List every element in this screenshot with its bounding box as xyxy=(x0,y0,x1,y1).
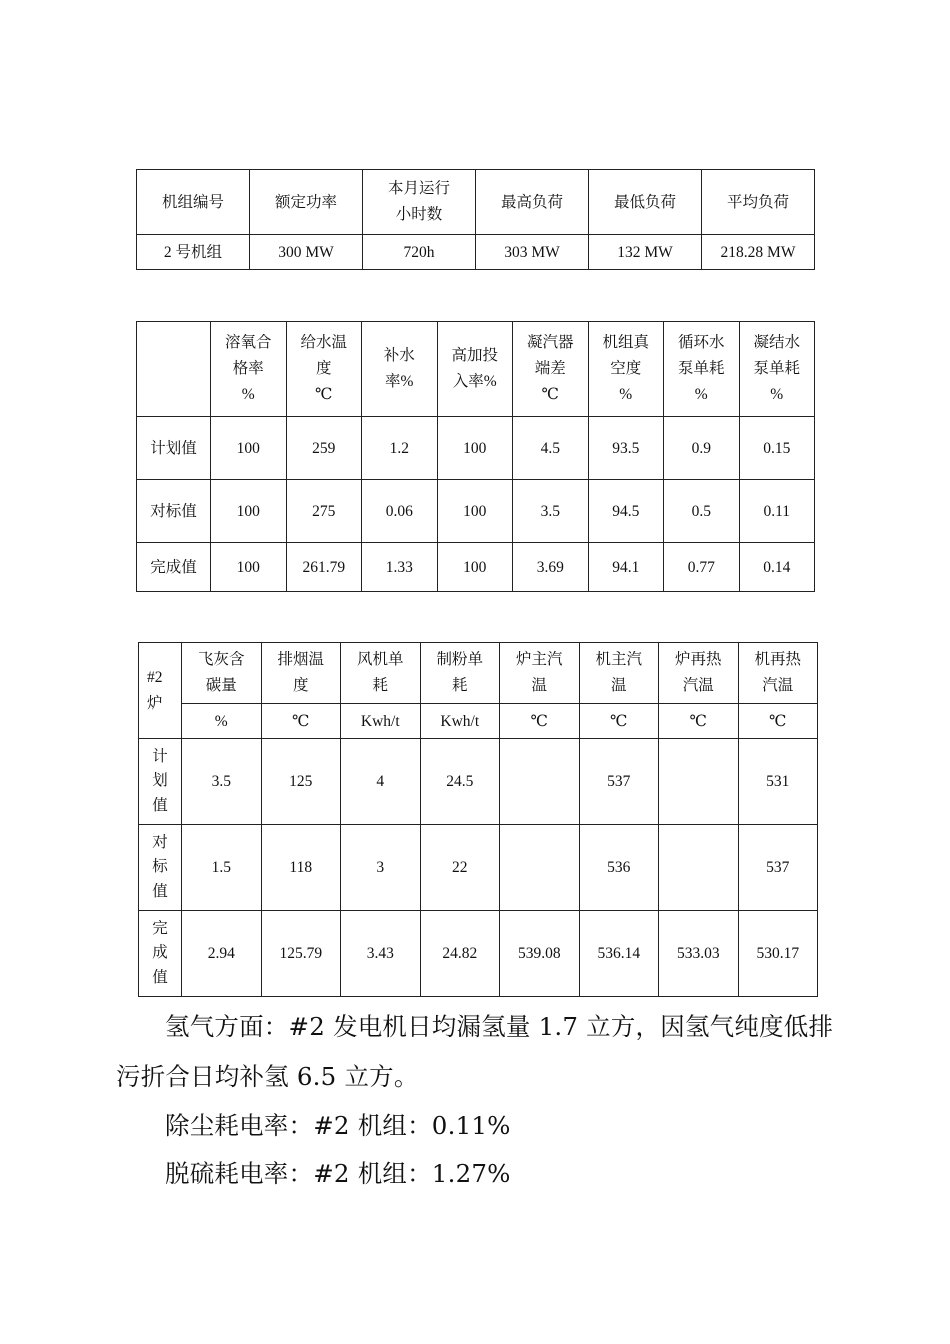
header-unit-no: 机组编号 xyxy=(137,170,250,235)
table-row xyxy=(137,480,815,543)
unit-cell: Kwh/t xyxy=(341,704,421,739)
table-cell: 537 xyxy=(738,825,818,911)
table-cell: 100 xyxy=(437,480,513,543)
header-line: 循环水 xyxy=(677,334,725,351)
header-avg-load: 平均负荷 xyxy=(702,170,815,235)
turbine-header-row xyxy=(137,322,815,417)
cell-min-load: 132 MW xyxy=(589,235,702,270)
table-cell: 3.69 xyxy=(513,543,589,592)
unit-summary-header-row xyxy=(137,170,815,235)
table-cell: 531 xyxy=(738,739,818,825)
header-condenser-ttd xyxy=(513,322,589,417)
header-feedwater-temp xyxy=(286,322,362,417)
table-cell: 3 xyxy=(341,825,421,911)
table-cell: 536.14 xyxy=(579,911,659,997)
label-char: 值 xyxy=(152,882,168,900)
table-cell: 3.5 xyxy=(513,480,589,543)
header-hp-heater-rate xyxy=(437,322,513,417)
label-char: 划 xyxy=(152,772,168,790)
header-line: 飞灰含 xyxy=(197,651,245,668)
label-char: 值 xyxy=(152,968,168,986)
dust-removal-paragraph: 除尘耗电率：#2 机组：0.11% xyxy=(165,1111,511,1140)
header-rated-power: 额定功率 xyxy=(250,170,363,235)
header-line: 凝汽器 xyxy=(526,334,574,351)
header-line: 补水 xyxy=(383,347,415,364)
table-cell: 1.2 xyxy=(362,417,438,480)
table-cell: 530.17 xyxy=(738,911,818,997)
table-cell: 0.77 xyxy=(664,543,740,592)
label-char: 计 xyxy=(152,747,168,765)
table-cell: 275 xyxy=(286,480,362,543)
row-label: 对标值 xyxy=(137,480,211,543)
header-line: 温 xyxy=(531,677,547,694)
header-unit: % xyxy=(694,386,708,403)
table-cell: 100 xyxy=(437,417,513,480)
hydrogen-paragraph: 氢气方面：#2 发电机日均漏氢量 1.7 立方，因氢气纯度低排污折合日均补氢 6.5 立方。 xyxy=(116,1012,834,1091)
boiler-indicator-table xyxy=(138,642,818,997)
table-cell: 125 xyxy=(261,739,341,825)
header-run-hours-line2: 小时数 xyxy=(395,206,443,223)
header-unit: % xyxy=(619,386,633,403)
unit-cell: ℃ xyxy=(579,704,659,739)
unit-cell: ℃ xyxy=(738,704,818,739)
unit-summary-table xyxy=(136,169,815,270)
label-char: 对 xyxy=(152,833,168,851)
table-cell: 125.79 xyxy=(261,911,341,997)
header-unit: % xyxy=(770,386,784,403)
cell-avg-load: 218.28 MW xyxy=(702,235,815,270)
table-cell: 0.5 xyxy=(664,480,740,543)
table-cell: 24.5 xyxy=(420,739,500,825)
header-line: 入率% xyxy=(452,373,497,390)
header-turbine-main-steam xyxy=(579,643,659,704)
table-cell: 533.03 xyxy=(659,911,739,997)
header-line: 耗 xyxy=(372,677,388,694)
table-row xyxy=(139,825,818,911)
header-line: 格率 xyxy=(232,360,264,377)
table-cell: 261.79 xyxy=(286,543,362,592)
header-line: 机主汽 xyxy=(595,651,642,668)
cell-rated-power: 300 MW xyxy=(250,235,363,270)
table-cell: 3.5 xyxy=(182,739,262,825)
header-line: 泵单耗 xyxy=(753,360,800,377)
row-label xyxy=(139,825,182,911)
table-row xyxy=(137,417,815,480)
header-run-hours-line1: 本月运行 xyxy=(387,180,450,197)
table-cell xyxy=(659,825,739,911)
cell-max-load: 303 MW xyxy=(476,235,589,270)
header-line: 度 xyxy=(315,360,332,377)
header-line: 机再热 xyxy=(754,651,801,668)
header-turbine-reheat xyxy=(738,643,818,704)
header-line: 汽温 xyxy=(682,677,714,694)
header-min-load: 最低负荷 xyxy=(589,170,702,235)
header-run-hours xyxy=(363,170,476,235)
header-unit: ℃ xyxy=(541,386,559,403)
table-row xyxy=(137,543,815,592)
table-cell: 536 xyxy=(579,825,659,911)
header-line: 耗 xyxy=(451,677,468,694)
corner-line: #2 xyxy=(147,668,163,686)
table-cell: 4 xyxy=(341,739,421,825)
table-cell: 24.82 xyxy=(420,911,500,997)
table-cell: 100 xyxy=(211,543,287,592)
row-label: 计划值 xyxy=(137,417,211,480)
header-boiler-reheat xyxy=(659,643,739,704)
turbine-indicator-table xyxy=(136,321,815,592)
header-line: 汽温 xyxy=(762,677,794,694)
label-char: 值 xyxy=(152,796,168,814)
row-label xyxy=(139,739,182,825)
desulfurization-paragraph: 脱硫耗电率：#2 机组：1.27% xyxy=(165,1159,511,1188)
header-fly-ash-carbon xyxy=(182,643,262,704)
label-char: 成 xyxy=(152,944,168,962)
header-cond-pump xyxy=(739,322,815,417)
table-cell: 93.5 xyxy=(588,417,664,480)
row-label: 完成值 xyxy=(137,543,211,592)
header-line: 温 xyxy=(610,677,627,694)
header-unit: ℃ xyxy=(315,386,333,403)
header-line: 空度 xyxy=(610,360,642,377)
header-dissolved-oxygen xyxy=(211,322,287,417)
table-cell: 118 xyxy=(261,825,341,911)
unit-cell: ℃ xyxy=(659,704,739,739)
table-cell: 4.5 xyxy=(513,417,589,480)
turbine-corner-cell xyxy=(137,322,211,417)
table-cell xyxy=(659,739,739,825)
header-exhaust-temp xyxy=(261,643,341,704)
table-cell: 100 xyxy=(211,417,287,480)
table-cell: 259 xyxy=(286,417,362,480)
header-line: 端差 xyxy=(534,360,566,377)
table-cell: 0.14 xyxy=(739,543,815,592)
header-line: 炉再热 xyxy=(674,651,722,668)
header-vacuum xyxy=(588,322,664,417)
boiler-unit-row xyxy=(139,704,818,739)
header-line: 制粉单 xyxy=(436,651,483,668)
table-cell: 0.9 xyxy=(664,417,740,480)
table-cell: 0.15 xyxy=(739,417,815,480)
table-cell: 94.1 xyxy=(588,543,664,592)
header-line: 泵单耗 xyxy=(677,360,725,377)
header-line: 风机单 xyxy=(356,651,404,668)
table-cell: 2.94 xyxy=(182,911,262,997)
header-line: 炉主汽 xyxy=(515,651,563,668)
table-cell: 94.5 xyxy=(588,480,664,543)
unit-cell: % xyxy=(182,704,262,739)
header-max-load: 最高负荷 xyxy=(476,170,589,235)
cell-run-hours: 720h xyxy=(363,235,476,270)
table-cell: 1.33 xyxy=(362,543,438,592)
header-fan-consumption xyxy=(341,643,421,704)
table-cell: 0.11 xyxy=(739,480,815,543)
unit-summary-data-row xyxy=(137,235,815,270)
header-pulverizing-consumption xyxy=(420,643,500,704)
header-line: 排烟温 xyxy=(277,651,324,668)
header-circ-pump xyxy=(664,322,740,417)
header-line: 给水温 xyxy=(300,334,347,351)
boiler-corner-cell xyxy=(139,643,182,739)
header-line: 溶氧合 xyxy=(224,334,272,351)
header-boiler-main-steam xyxy=(500,643,580,704)
table-cell: 539.08 xyxy=(500,911,580,997)
boiler-header-row xyxy=(139,643,818,704)
table-cell: 100 xyxy=(437,543,513,592)
header-unit: % xyxy=(241,386,255,403)
header-line: 率% xyxy=(385,373,414,390)
unit-cell: Kwh/t xyxy=(420,704,500,739)
header-line: 机组真 xyxy=(602,334,649,351)
table-cell: 100 xyxy=(211,480,287,543)
header-line: 碳量 xyxy=(205,677,237,694)
corner-line: 炉 xyxy=(147,694,163,712)
table-cell: 0.06 xyxy=(362,480,438,543)
header-line: 高加投 xyxy=(451,347,498,364)
unit-cell: ℃ xyxy=(261,704,341,739)
row-label xyxy=(139,911,182,997)
label-char: 标 xyxy=(152,858,168,876)
header-line: 度 xyxy=(292,677,309,694)
unit-cell: ℃ xyxy=(500,704,580,739)
table-cell: 22 xyxy=(420,825,500,911)
header-line: 凝结水 xyxy=(753,334,800,351)
table-cell: 537 xyxy=(579,739,659,825)
cell-unit-no: 2 号机组 xyxy=(137,235,250,270)
table-cell: 3.43 xyxy=(341,911,421,997)
table-cell xyxy=(500,739,580,825)
label-char: 完 xyxy=(152,919,168,937)
header-makeup-water xyxy=(362,322,438,417)
table-cell xyxy=(500,825,580,911)
table-row xyxy=(139,911,818,997)
table-cell: 1.5 xyxy=(182,825,262,911)
table-row xyxy=(139,739,818,825)
